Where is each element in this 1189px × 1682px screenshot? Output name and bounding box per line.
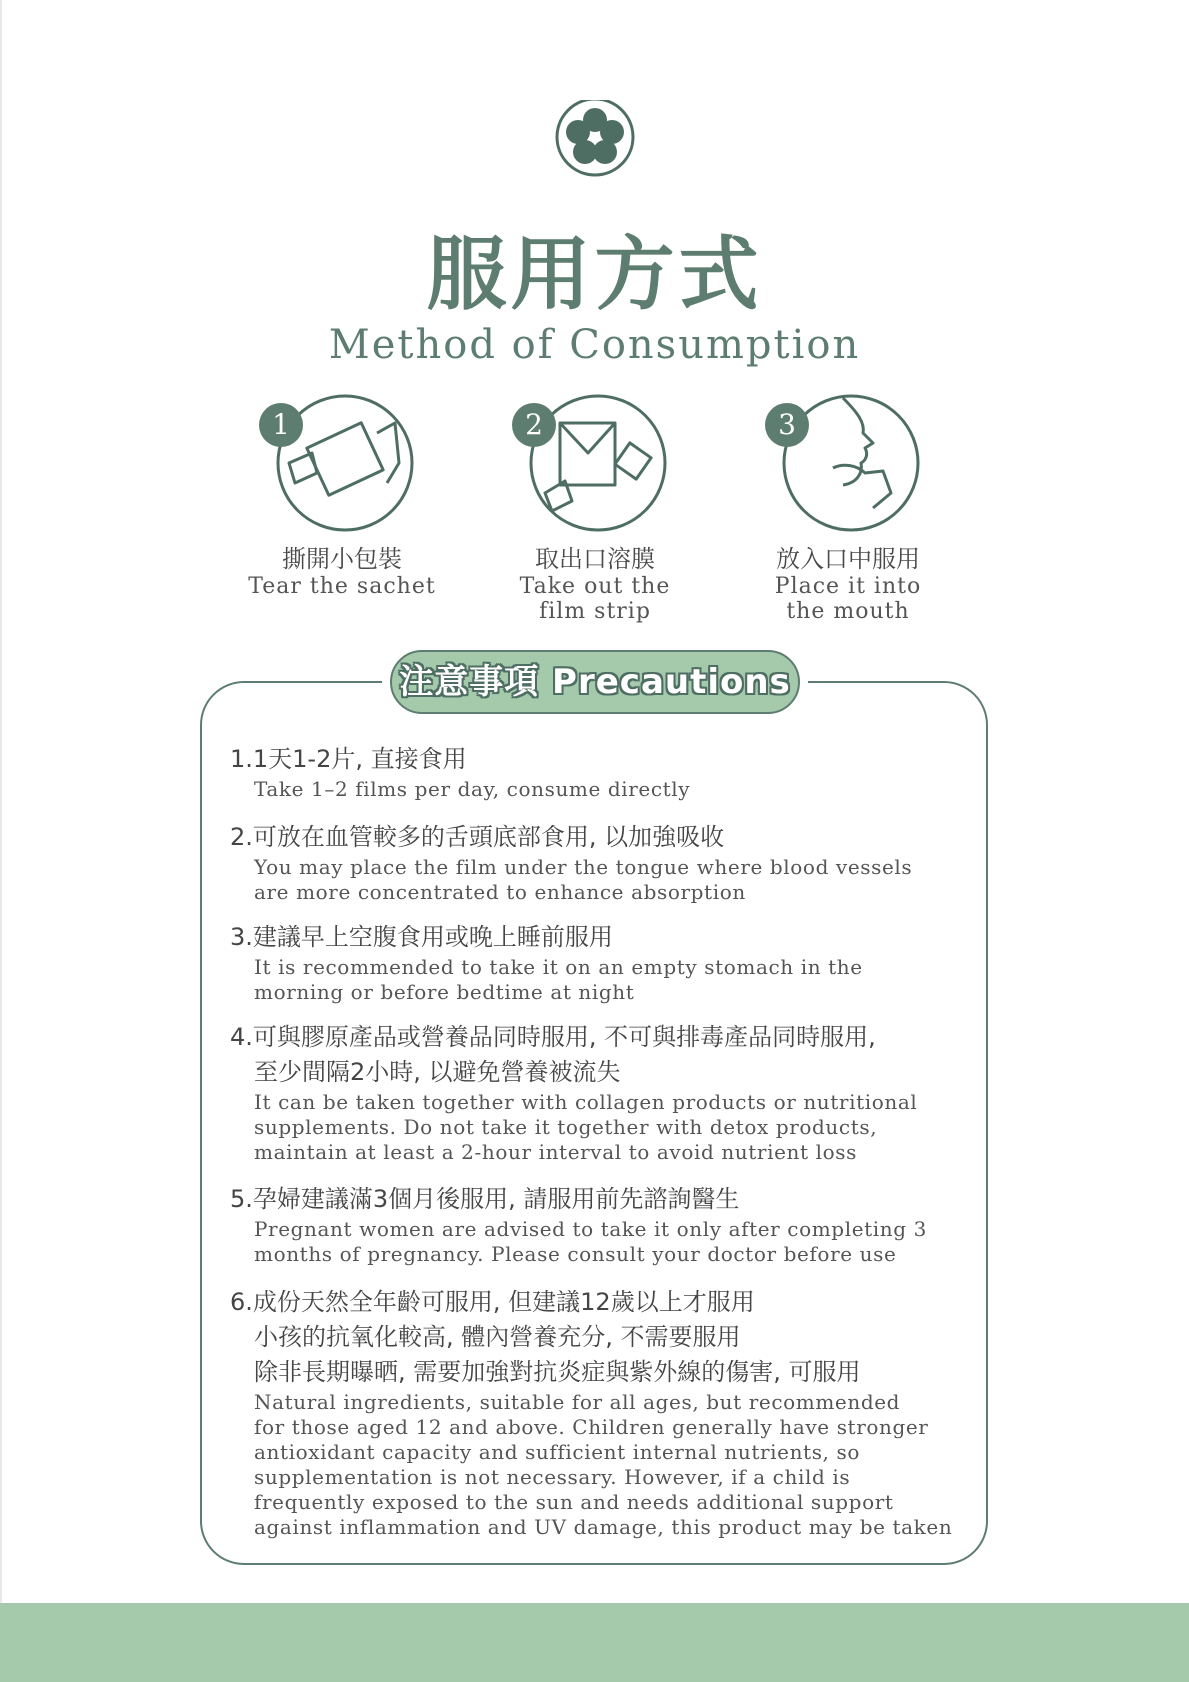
precaution-en: antioxidant capacity and sufficient internal nutrients, so: [254, 1440, 860, 1464]
step-label-en: film strip: [539, 599, 651, 624]
sakura-flower-icon: [550, 92, 640, 182]
precaution-zh: 2.可放在血管較多的舌頭底部食用, 以加強吸收: [230, 823, 725, 851]
step-label-zh: 撕開小包裝: [282, 545, 402, 573]
precaution-en: It is recommended to take it on an empty stomach in the: [254, 955, 863, 979]
precaution-item-4: [230, 1020, 970, 1165]
precaution-en: supplementation is not necessary. However, if a child is: [254, 1465, 851, 1489]
step-label-zh: 放入口中服用: [776, 545, 920, 573]
step-label-zh: 取出口溶膜: [535, 545, 655, 573]
precaution-en: It can be taken together with collagen products or nutritional: [254, 1090, 918, 1114]
step-label-en: Place it into: [774, 574, 922, 599]
page-subtitle: Method of Consumption: [328, 322, 861, 368]
step-number-badge: 1: [259, 403, 303, 447]
precaution-zh: 3.建議早上空腹食用或晚上睡前服用: [230, 923, 613, 951]
precaution-zh: 至少間隔2小時, 以避免營養被流失: [254, 1058, 621, 1086]
precaution-item-1: [230, 742, 970, 802]
step-number-badge: 3: [765, 403, 809, 447]
precautions-label: 注意事項 Precautions: [390, 650, 800, 714]
precaution-item-3: [230, 920, 970, 1005]
precaution-zh: 6.成份天然全年齡可服用, 但建議12歲以上才服用: [230, 1288, 755, 1316]
precaution-item-2: [230, 820, 970, 905]
precaution-en: are more concentrated to enhance absorption: [254, 880, 746, 904]
step-1: [212, 393, 472, 599]
precaution-en: maintain at least a 2-hour interval to avoid nutrient loss: [254, 1140, 857, 1164]
precaution-en: supplements. Do not take it together with detox products,: [254, 1115, 878, 1139]
precaution-en: for those aged 12 and above. Children generally have stronger: [254, 1415, 929, 1439]
precaution-en: months of pregnancy. Please consult your doctor before use: [254, 1242, 897, 1266]
step-label-en: Take out the: [519, 574, 671, 599]
page-title: 服用方式: [426, 228, 763, 321]
precaution-zh: 除非長期曝晒, 需要加強對抗炎症與紫外線的傷害, 可服用: [254, 1358, 861, 1386]
footer-band: [0, 1603, 1189, 1682]
precaution-zh: 1.1天1-2片, 直接食用: [230, 745, 467, 773]
step-number-badge: 2: [512, 403, 556, 447]
step-3: [718, 393, 978, 624]
precaution-en: morning or before bedtime at night: [254, 980, 635, 1004]
precaution-item-6: [230, 1285, 970, 1540]
precaution-en: frequently exposed to the sun and needs additional support: [254, 1490, 894, 1514]
precaution-zh: 5.孕婦建議滿3個月後服用, 請服用前先諮詢醫生: [230, 1185, 740, 1213]
precaution-en: You may place the film under the tongue where blood vessels: [254, 855, 913, 879]
precaution-zh: 小孩的抗氧化較高, 體內營養充分, 不需要服用: [254, 1323, 741, 1351]
step-label-en: Tear the sachet: [248, 574, 436, 599]
precaution-en: Take 1–2 films per day, consume directly: [254, 777, 691, 801]
step-label-en: the mouth: [786, 599, 910, 624]
step-2: [465, 393, 725, 624]
precaution-zh: 4.可與膠原產品或營養品同時服用, 不可與排毒產品同時服用,: [230, 1023, 876, 1051]
precaution-en: against inflammation and UV damage, this product may be taken: [254, 1515, 953, 1539]
precaution-en: Pregnant women are advised to take it only after completing 3: [254, 1217, 927, 1241]
precaution-item-5: [230, 1182, 970, 1267]
precaution-en: Natural ingredients, suitable for all ages, but recommended: [254, 1390, 901, 1414]
